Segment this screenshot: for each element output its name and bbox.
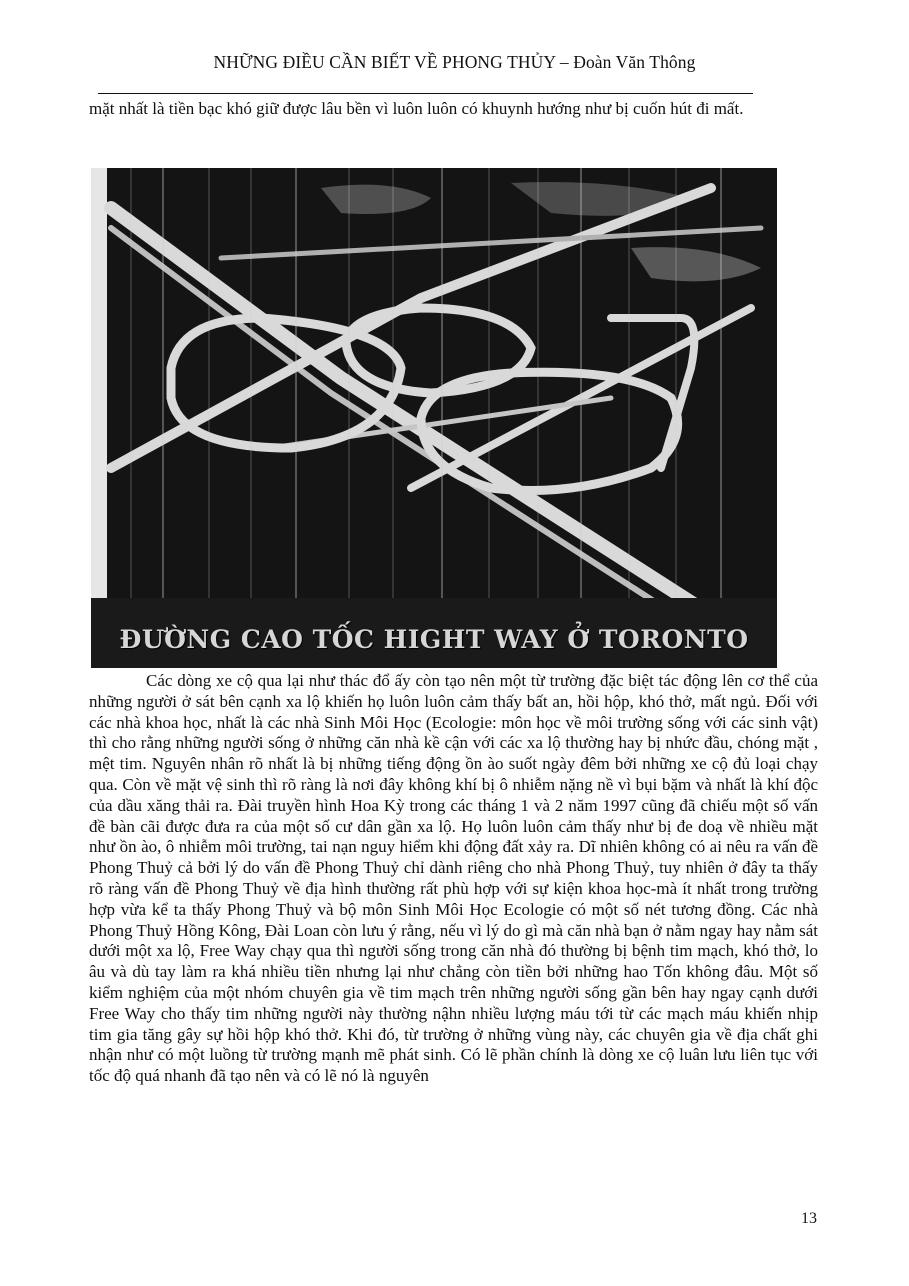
highway-photo [91,168,777,668]
continuation-paragraph: mặt nhất là tiền bạc khó giữ được lâu bền vì luôn luôn có khuynh hướng như bị cuốn hút đi mất. [89,99,744,118]
running-header: NHỮNG ĐIỀU CẦN BIẾT VỀ PHONG THỦY – Đoàn Văn Thông [213,52,696,72]
highway-interchange-image [91,168,777,668]
page-number: 13 [801,1210,817,1227]
header-rule [98,93,753,94]
photo-caption: ĐƯỜNG CAO TỐC HIGHT WAY Ở TORONTO [119,625,749,654]
body-paragraph: Các dòng xe cộ qua lại như thác đổ ấy còn tạo nên một từ trường đặc biệt tác động lên cơ thể của những người ở sát bên cạnh xa lộ khiến họ luôn luôn cảm thấy bất an, hồi hộp, khó thở, mất ngủ. Đối với các nhà khoa học, nhất là các nhà Sinh Môi Học (Ecologie: môn học về môi trường sống với các sinh vật) thì cho rằng những người sống ở những căn nhà kề cận với các xa lộ thường hay bị nhức đầu, chóng mặt , mệt tim. Nguyên nhân rõ nhất là bị những tiếng động ồn ào suốt ngày đêm bởi những xe cộ đủ loại chạy qua. Còn về mặt vệ sinh thì rõ ràng là nơi đây không khí bị ô nhiễm nặng nề vì bụi bặm và nhất là khí độc của dầu xăng thải ra. Đài truyền hình Hoa Kỳ trong các tháng 1 và 2 năm 1997 cũng đã chiếu một số vấn đề bàn cãi được đưa ra của một số cư dân gần xa lộ. Họ luôn luôn cảm thấy như bị đe doạ về nhiều mặt như ồn ào, ô nhiễm môi trường, tai nạn nguy hiểm khi động đất xảy ra. Dĩ nhiên không có ai nêu ra vấn đề Phong Thuỷ cả bởi lý do vấn đề Phong Thuỷ chỉ dành riêng cho nhà Phong Thuỷ, tuy nhiên ở đây ta thấy rõ ràng vấn đề Phong Thuỷ về địa hình thường rất phù hợp với sự kiện khoa học-mà ít nhất trong trường hợp vừa kể ta thấy Phong Thuỷ và bộ môn Sinh Môi Học Ecologie có một số nét tương đồng. Các nhà Phong Thuỷ Hồng Kông, Đài Loan còn lưu ý rằng, nếu vì lý do gì mà căn nhà bạn ở nằm ngay hay nằm sát dưới một xa lộ, Free Way chạy qua thì người sống trong căn nhà đó thường bị bệnh tim mạch, khó thở, lo âu và dù tay làm ra khá nhiều tiền nhưng lại như chẳng còn tiền bởi những hao Tốn không đâu. Một số kiểm nghiệm của một nhóm chuyên gia về tim mạch trên những người sống gần bên hay ngay cạnh dưới Free Way cho thấy tim những người này thường nậhn nhiều lượng máu tới từ các mạch máu khiến nhịp tim gia tăng gây sự hồi hộp khó thở. Khi đó, từ trường ở những vùng này, các chuyên gia về địa chất ghi nhận như có một luồng từ trường mạnh mẽ phát sinh. Có lẽ phần chính là dòng xe cộ luân lưu liên tục với tốc độ quá nhanh đã tạo nên và có lẽ nó là nguyên [89,671,818,1086]
